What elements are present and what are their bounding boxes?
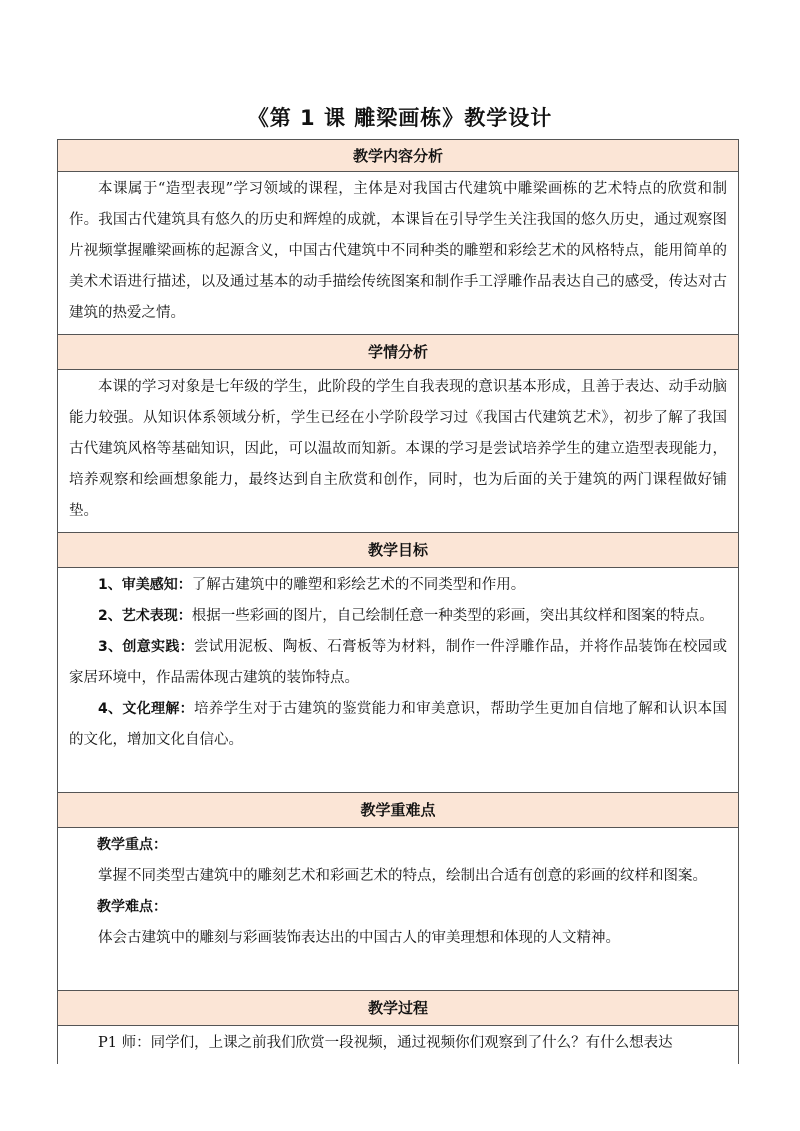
document-title: 《第 1 课 雕梁画栋》教学设计	[247, 106, 553, 130]
objective-text: 尝试用泥板、陶板、石膏板等为材料，制作一件浮雕作品，并将作品装饰在校园或家居环境中，作品需体现古建筑的装饰特点。	[69, 639, 727, 686]
section-heading-process: 教学过程	[58, 991, 738, 1026]
section-body-process	[58, 1026, 738, 1064]
objective-label: 3、创意实践：	[98, 639, 194, 655]
section-heading-content-analysis: 教学内容分析	[58, 140, 738, 172]
objective-text: 了解古建筑中的雕塑和彩绘艺术的不同类型和作用。	[191, 577, 526, 593]
difficulty-label: 教学难点：	[97, 899, 167, 915]
objective-text: 培养学生对于古建筑的鉴赏能力和审美意识，帮助学生更加自信地了解和认识本国的文化，增加文化自信心。	[69, 701, 727, 748]
student-analysis-paragraph: 本课的学习对象是七年级的学生，此阶段的学生自我表现的意识基本形成，且善于表达、动手动脑能力较强。从知识体系领域分析，学生已经在小学阶段学习过《我国古代建筑艺术》，初步了解了我国古代建筑风格等基础知识，因此，可以温故而知新。本课的学习是尝试培养学生的建立造型表现能力，培养观察和绘画想象能力，最终达到自主欣赏和创作，同时，也为后面的关于建筑的两门课程做好铺垫。	[69, 379, 727, 519]
objective-item	[69, 570, 727, 601]
focus-label: 教学重点：	[97, 837, 167, 853]
section-body-content-analysis	[58, 172, 738, 335]
objective-label: 2、艺术表现：	[98, 608, 192, 624]
objective-item	[69, 694, 727, 756]
objective-label: 1、审美感知：	[98, 577, 192, 593]
process-paragraph: P1 师：同学们，上课之前我们欣赏一段视频，通过视频你们观察到了什么？有什么想表达	[98, 1035, 673, 1051]
objective-item	[69, 601, 727, 632]
focus-text: 掌握不同类型古建筑中的雕刻艺术和彩画艺术的特点，绘制出合适有创意的彩画的纹样和图案。	[98, 868, 707, 884]
lesson-plan-table	[57, 139, 739, 1064]
section-heading-objectives: 教学目标	[58, 533, 738, 568]
objective-label: 4、文化理解：	[98, 701, 194, 717]
section-body-objectives	[58, 568, 738, 793]
content-analysis-paragraph: 本课属于“造型表现”学习领域的课程，主体是对我国古代建筑中雕梁画栋的艺术特点的欣赏和制作。我国古代建筑具有悠久的历史和辉煌的成就，本课旨在引导学生关注我国的悠久历史，通过观察图片视频掌握雕梁画栋的起源含义，中国古代建筑中不同种类的雕塑和彩绘艺术的风格特点，能用简单的美术术语进行描述，以及通过基本的动手描绘传统图案和制作手工浮雕作品表达自己的感受，传达对古建筑的热爱之情。	[69, 181, 727, 321]
objective-item	[69, 632, 727, 694]
objective-text: 根据一些彩画的图片，自己绘制任意一种类型的彩画，突出其纹样和图案的特点。	[191, 608, 714, 624]
section-heading-student-analysis: 学情分析	[58, 335, 738, 370]
section-heading-key-points: 教学重难点	[58, 793, 738, 828]
section-body-student-analysis	[58, 370, 738, 533]
section-body-key-points	[58, 828, 738, 991]
difficulty-text: 体会古建筑中的雕刻与彩画装饰表达出的中国古人的审美理想和体现的人文精神。	[98, 930, 620, 946]
